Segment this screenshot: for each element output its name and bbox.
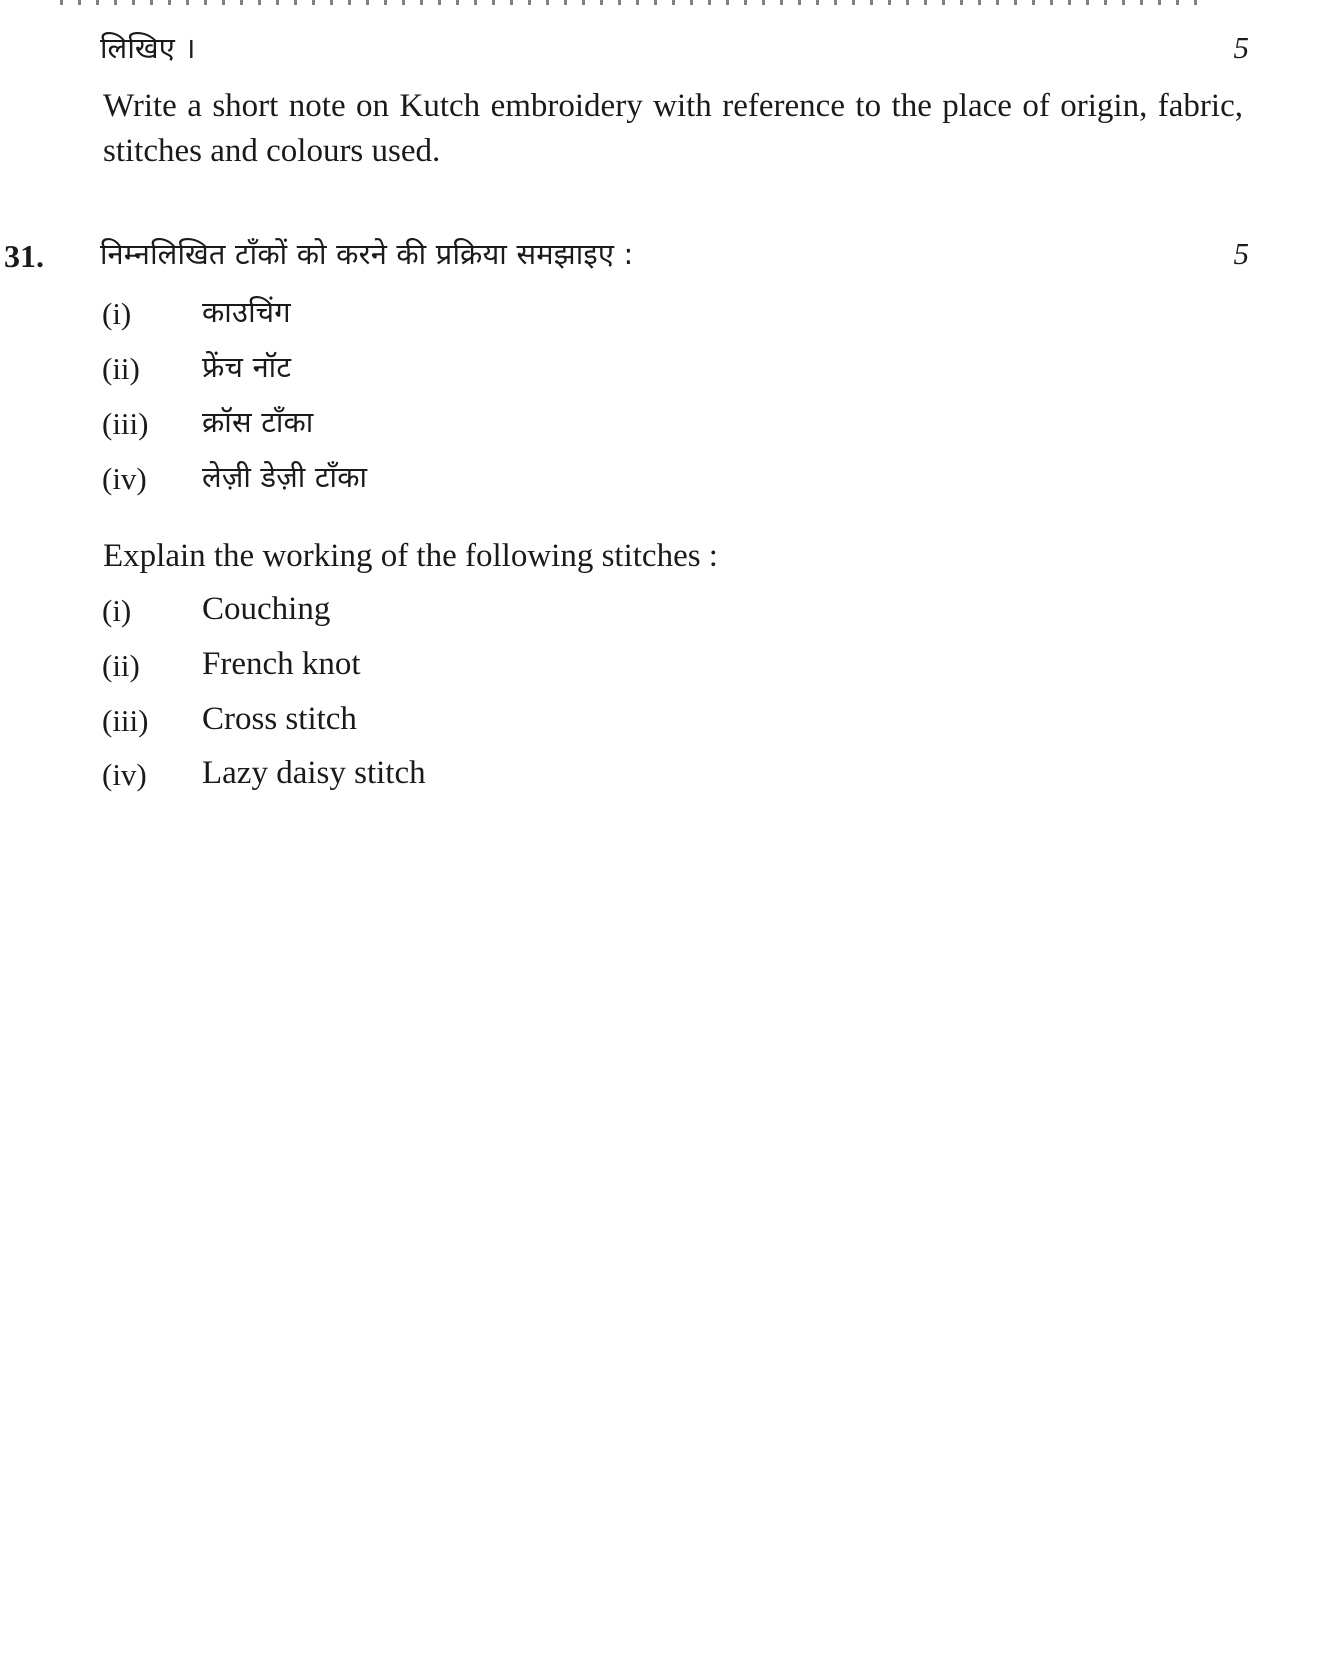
q30-marks: 5 (1233, 30, 1249, 65)
hindi-item-num: (ii) (102, 351, 140, 386)
english-item-num: (iii) (102, 703, 149, 738)
hindi-item-text: फ्रेंच नॉट (202, 350, 292, 384)
english-item-num: (iv) (102, 757, 147, 792)
hindi-item-num: (iii) (102, 406, 149, 441)
q31-english-prompt: Explain the working of the following stitches : (103, 538, 718, 574)
cut-off-previous-line (0, 0, 1250, 8)
english-item-text: French knot (202, 646, 361, 682)
english-item-text: Lazy daisy stitch (202, 755, 426, 791)
english-item-num: (i) (102, 593, 132, 628)
english-item-text: Cross stitch (202, 701, 357, 737)
hindi-item-text: क्रॉस टाँका (202, 405, 314, 439)
hindi-item-text: काउचिंग (202, 295, 291, 329)
english-item-num: (ii) (102, 648, 140, 683)
q30-hindi-tail: लिखिए । (100, 31, 196, 65)
hindi-item-num: (iv) (102, 461, 147, 496)
q31-hindi-prompt: निम्नलिखित टाँकों को करने की प्रक्रिया समझाइए : (100, 237, 634, 271)
q30-english-text: Write a short note on Kutch embroidery with reference to the place of origin, fabric, stitches and colours used. (103, 88, 1243, 169)
english-item-text: Couching (202, 591, 331, 627)
q31-number: 31. (4, 238, 44, 274)
q31-marks: 5 (1233, 236, 1249, 271)
hindi-item-num: (i) (102, 296, 132, 331)
hindi-item-text: लेज़ी डेज़ी टाँका (202, 460, 368, 494)
